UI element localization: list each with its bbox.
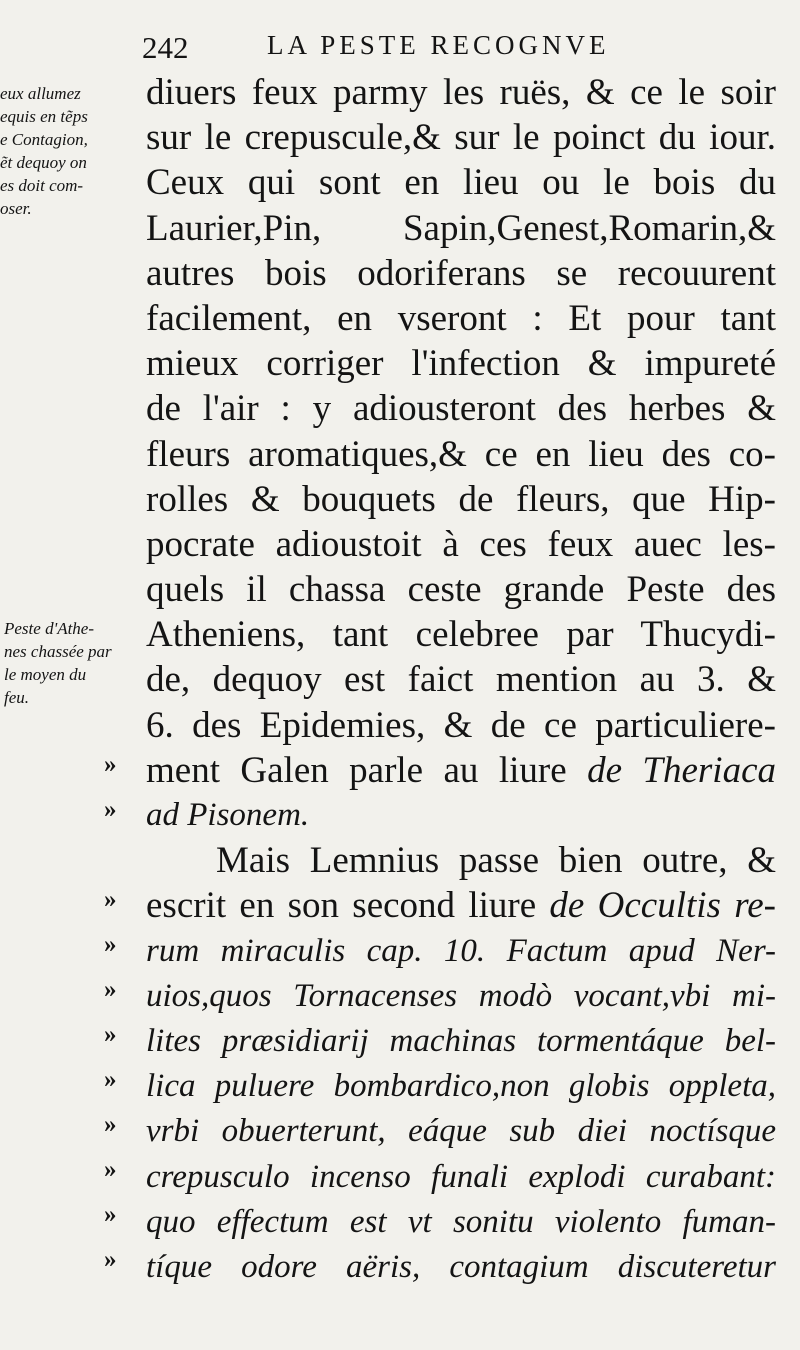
running-head: LA PESTE RECOGNVE — [267, 30, 610, 60]
text-line: de, dequoy est faict mention au 3. & — [146, 659, 776, 701]
text-line: de l'air : y adiousteront des herbes & — [146, 388, 776, 430]
latin-quote-line: vrbi obuerterunt, eáque sub diei noctísque — [146, 1113, 776, 1150]
latin-quote-line: lica puluere bombardico,non globis oppleta, — [146, 1068, 776, 1105]
quote-mark: » — [104, 976, 117, 1003]
latin-quote-line: lites præsidiarij machinas tormentáque bel- — [146, 1022, 776, 1059]
text-line: sur le crepuscule,& sur le poinct du iour. — [146, 117, 776, 159]
quote-mark: » — [104, 1111, 117, 1138]
italic-title: de Occultis re- — [549, 885, 776, 927]
quote-mark: » — [104, 1201, 117, 1228]
text-line: diuers feux parmy les ruës, & ce le soir — [146, 72, 776, 113]
page-number: 242 — [142, 30, 189, 65]
text-line: facilement, en vseront : Et pour tant — [146, 297, 776, 339]
latin-quote-line: rum miraculis cap. 10. Factum apud Ner- — [146, 932, 776, 969]
text-line: pocrate adioustoit à ces feux auec les- — [146, 523, 776, 565]
text-line-escrit: escrit en son second liure de Occultis re- — [146, 885, 776, 927]
text-line: mieux corriger l'infection & impureté — [146, 343, 776, 385]
margin-note-contagion: eux allumez equis en tẽps e Contagion, ẽt dequoy on es doit com- oser. — [0, 84, 88, 218]
quote-mark: » — [104, 931, 117, 958]
text-line: Ceux qui sont en lieu ou le bois du — [146, 162, 776, 204]
text-line-pisonem: ad Pisonem. — [146, 797, 310, 833]
quote-mark: » — [104, 751, 117, 778]
text-line-galen: ment Galen parle au liure de Theriaca — [146, 749, 776, 791]
text-line: rolles & bouquets de fleurs, que Hip- — [146, 478, 776, 520]
text-line: fleurs aromatiques,& ce en lieu des co- — [146, 433, 776, 475]
quote-mark: » — [104, 1156, 117, 1183]
quote-mark: » — [104, 1021, 117, 1048]
italic-title: de Theriaca — [587, 749, 776, 791]
text-line: autres bois odoriferans se recouurent — [146, 252, 776, 294]
text-line: Laurier,Pin, Sapin,Genest,Romarin,& — [146, 207, 776, 249]
quote-mark: » — [104, 796, 117, 823]
paragraph-start-lemnius: Mais Lemnius passe bien outre, & — [216, 840, 776, 882]
latin-quote-line: uios,quos Tornacenses modò vocant,vbi mi- — [146, 977, 776, 1014]
page-header — [142, 30, 672, 70]
quote-mark: » — [104, 1066, 117, 1093]
text-line: 6. des Epidemies, & de ce particuliere- — [146, 704, 776, 746]
margin-note-athens: Peste d'Athe- nes chassée par le moyen du feu. — [4, 619, 112, 707]
text-line: Atheniens, tant celebree par Thucydi- — [146, 614, 776, 656]
quote-mark: » — [104, 886, 117, 913]
text-line: quels il chassa ceste grande Peste des — [146, 569, 776, 611]
latin-quote-line: crepusculo incenso funali explodi curabant: — [146, 1158, 776, 1195]
body-text — [146, 70, 776, 1290]
latin-quote-line: tíque odore aëris, contagium discuteretur — [146, 1248, 776, 1285]
quote-mark: » — [104, 1246, 117, 1273]
latin-quote-line: quo effectum est vt sonitu violento fuman- — [146, 1203, 776, 1240]
